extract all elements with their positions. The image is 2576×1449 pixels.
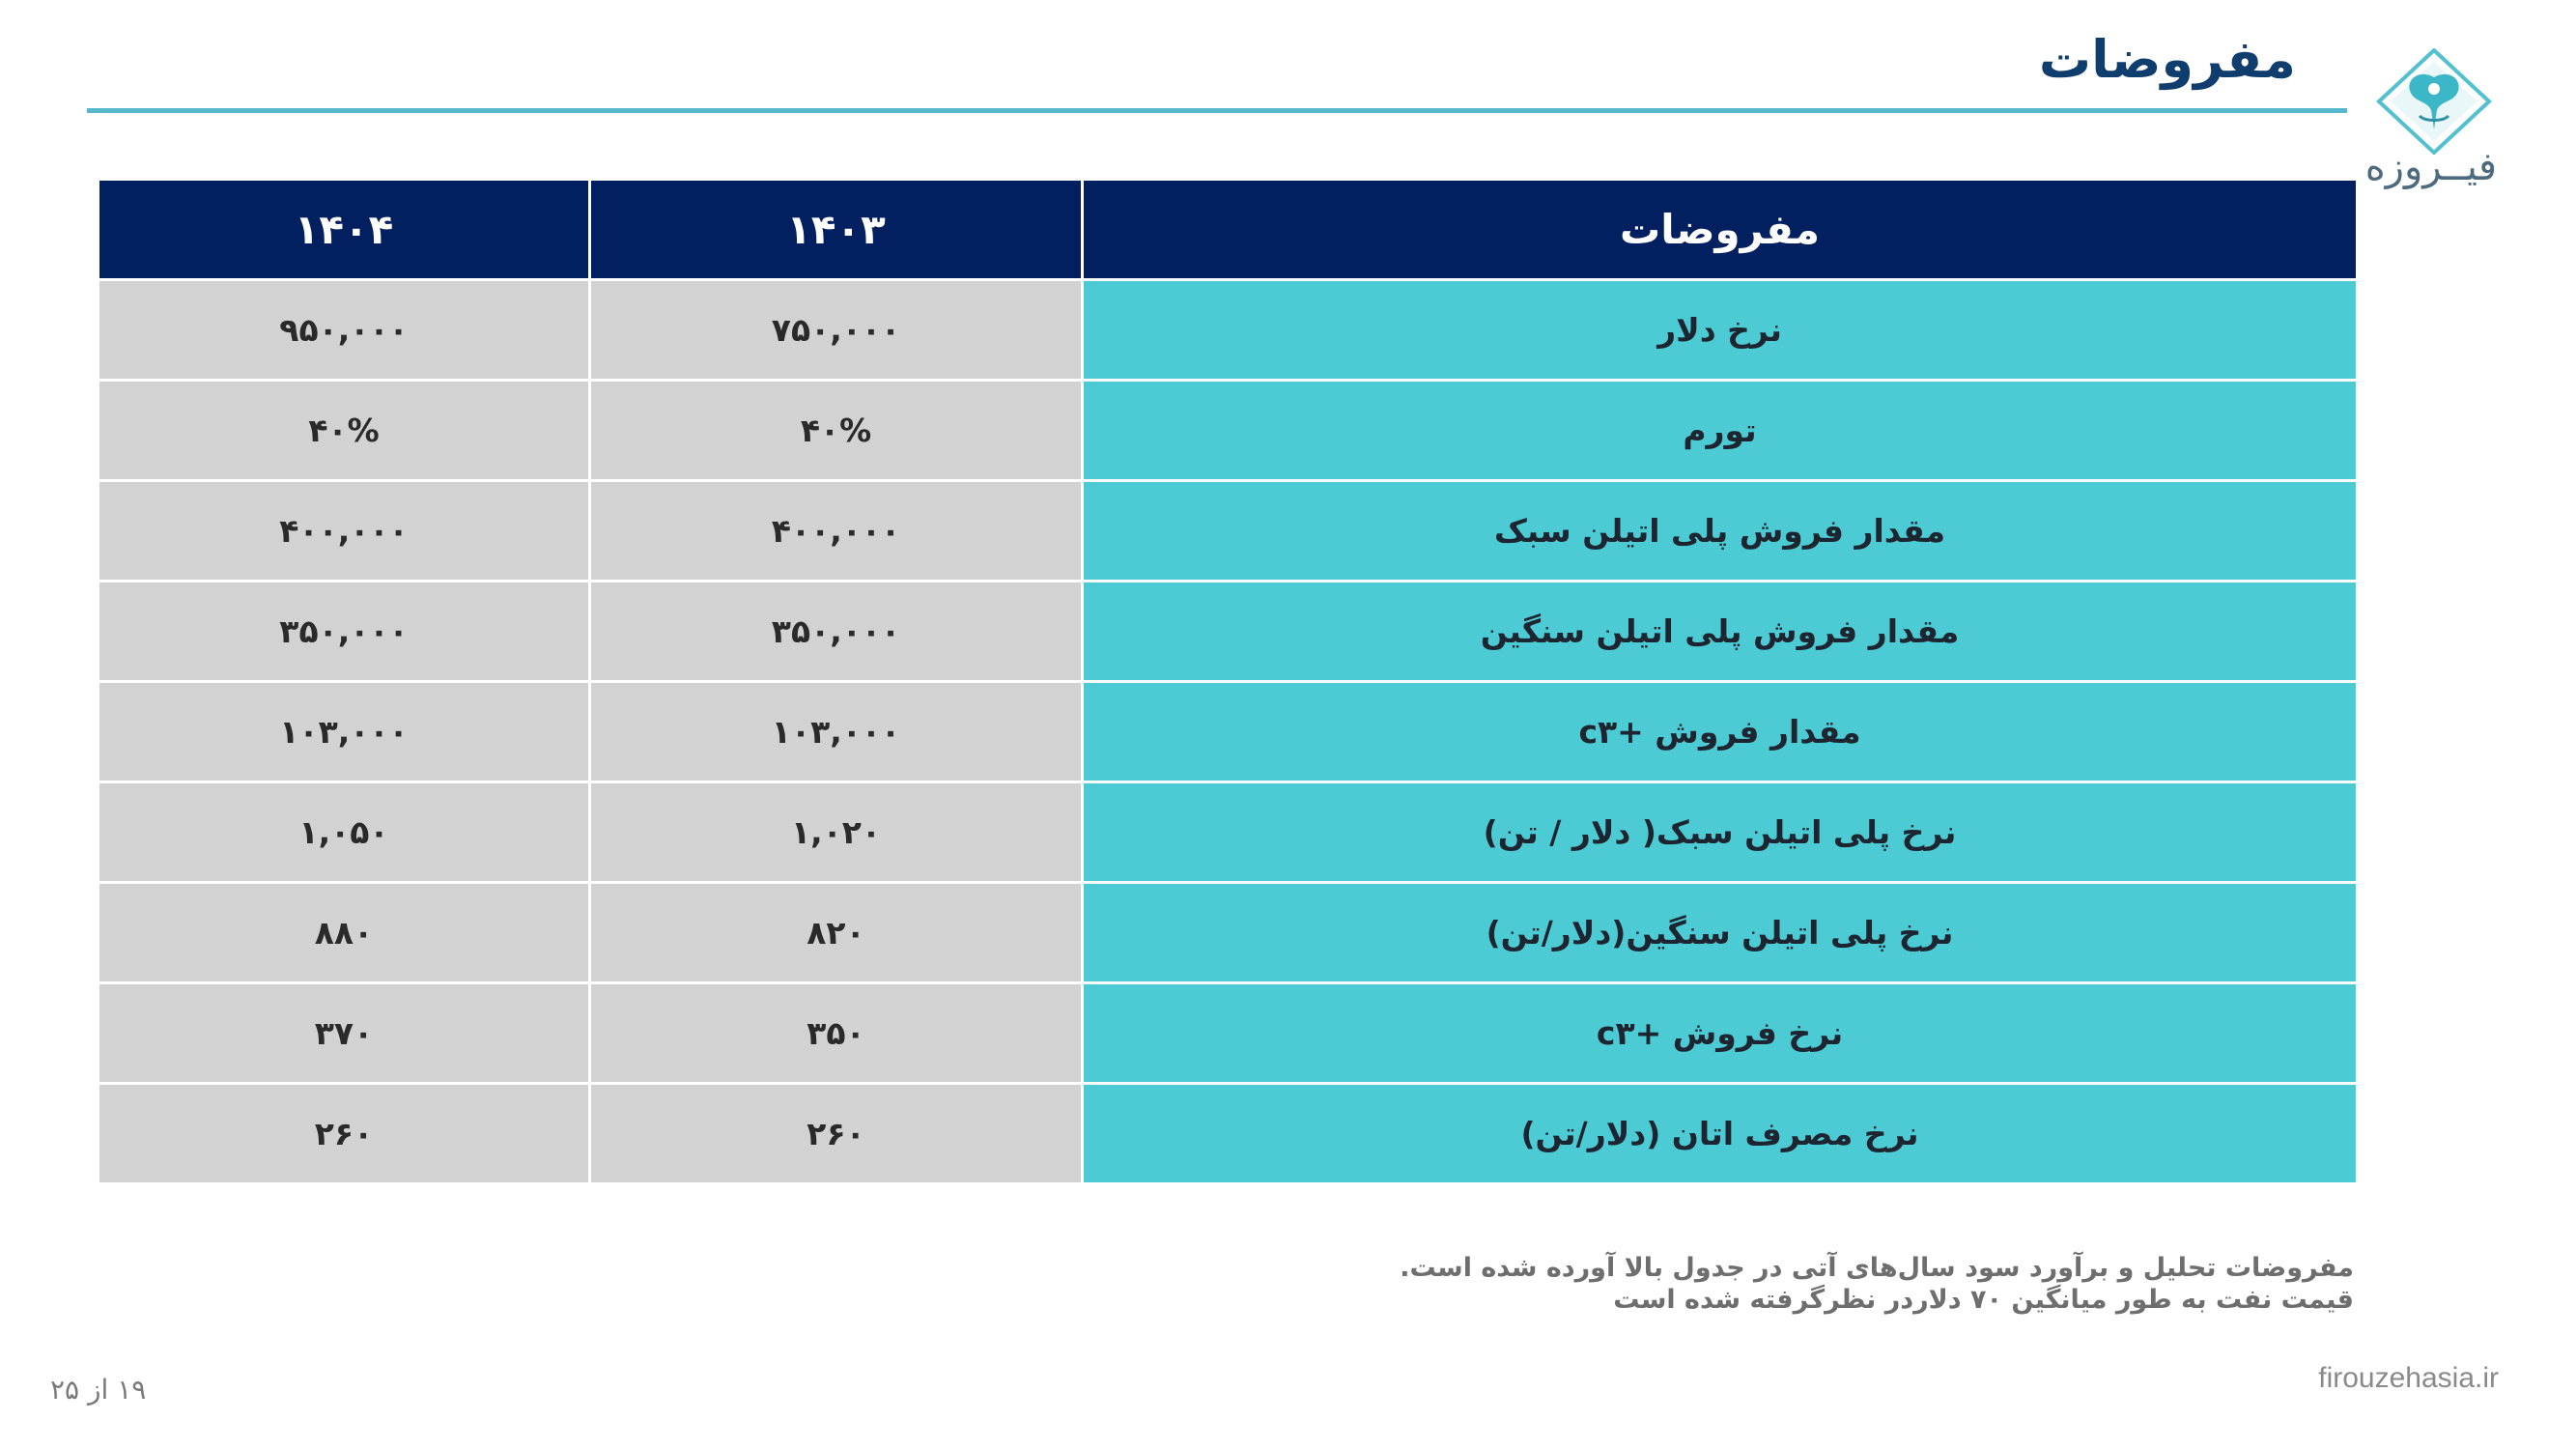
value-1404: ۳۷۰ xyxy=(99,983,590,1084)
row-label: مقدار فروش پلی اتیلن سنگین xyxy=(1083,582,2358,682)
value-1403: ۱۰۳,۰۰۰ xyxy=(590,682,1083,782)
row-label: نرخ پلی اتیلن سبک( دلار / تن) xyxy=(1083,782,2358,883)
table-row xyxy=(99,1084,2358,1184)
row-label: نرخ دلار xyxy=(1083,280,2358,381)
value-1403: ۴۰% xyxy=(590,381,1083,481)
footnote-line: مفروضات تحلیل و برآورد سود سال‌های آتی در جدول بالا آورده شده است. xyxy=(1400,1253,2354,1283)
title-divider xyxy=(87,108,2347,113)
value-1403: ۳۵۰ xyxy=(590,983,1083,1084)
value-1404: ۹۵۰,۰۰۰ xyxy=(99,280,590,381)
firouzeh-logo-icon xyxy=(2371,48,2497,155)
column-header-1404: ۱۴۰۴ xyxy=(99,180,590,280)
table-row xyxy=(99,280,2358,381)
brand-logo-text: فیــروزه xyxy=(2364,145,2497,189)
table-row xyxy=(99,983,2358,1084)
value-1404: ۴۰۰,۰۰۰ xyxy=(99,481,590,582)
value-1403: ۴۰۰,۰۰۰ xyxy=(590,481,1083,582)
row-label: مقدار فروش +c۳ xyxy=(1083,682,2358,782)
page-title: مفروضات xyxy=(2038,29,2296,90)
value-1404: ۱,۰۵۰ xyxy=(99,782,590,883)
value-1404: ۳۵۰,۰۰۰ xyxy=(99,582,590,682)
table-row xyxy=(99,381,2358,481)
page-number: ۱۹ از ۲۵ xyxy=(50,1374,147,1406)
row-label: نرخ پلی اتیلن سنگین(دلار/تن) xyxy=(1083,883,2358,983)
table-header-row xyxy=(99,180,2358,280)
website-link[interactable]: firouzehasia.ir xyxy=(2318,1362,2499,1394)
value-1403: ۲۶۰ xyxy=(590,1084,1083,1184)
value-1404: ۲۶۰ xyxy=(99,1084,590,1184)
value-1404: ۱۰۳,۰۰۰ xyxy=(99,682,590,782)
row-label: نرخ فروش +c۳ xyxy=(1083,983,2358,1084)
table-row xyxy=(99,682,2358,782)
value-1403: ۳۵۰,۰۰۰ xyxy=(590,582,1083,682)
assumptions-table xyxy=(97,178,2359,1185)
row-label: نرخ مصرف اتان (دلار/تن) xyxy=(1083,1084,2358,1184)
footnotes xyxy=(1400,1252,2354,1316)
table-row xyxy=(99,782,2358,883)
table-row xyxy=(99,582,2358,682)
value-1403: ۸۲۰ xyxy=(590,883,1083,983)
table-row xyxy=(99,883,2358,983)
value-1404: ۸۸۰ xyxy=(99,883,590,983)
brand-logo xyxy=(2364,48,2497,203)
row-label: تورم xyxy=(1083,381,2358,481)
footnote-line: قیمت نفت به طور میانگین ۷۰ دلاردر نظرگرفته شده است xyxy=(1613,1285,2354,1315)
table-row xyxy=(99,481,2358,582)
row-label: مقدار فروش پلی اتیلن سبک xyxy=(1083,481,2358,582)
value-1403: ۱,۰۲۰ xyxy=(590,782,1083,883)
value-1403: ۷۵۰,۰۰۰ xyxy=(590,280,1083,381)
column-header-assumptions: مفروضات xyxy=(1083,180,2358,280)
value-1404: ۴۰% xyxy=(99,381,590,481)
column-header-1403: ۱۴۰۳ xyxy=(590,180,1083,280)
